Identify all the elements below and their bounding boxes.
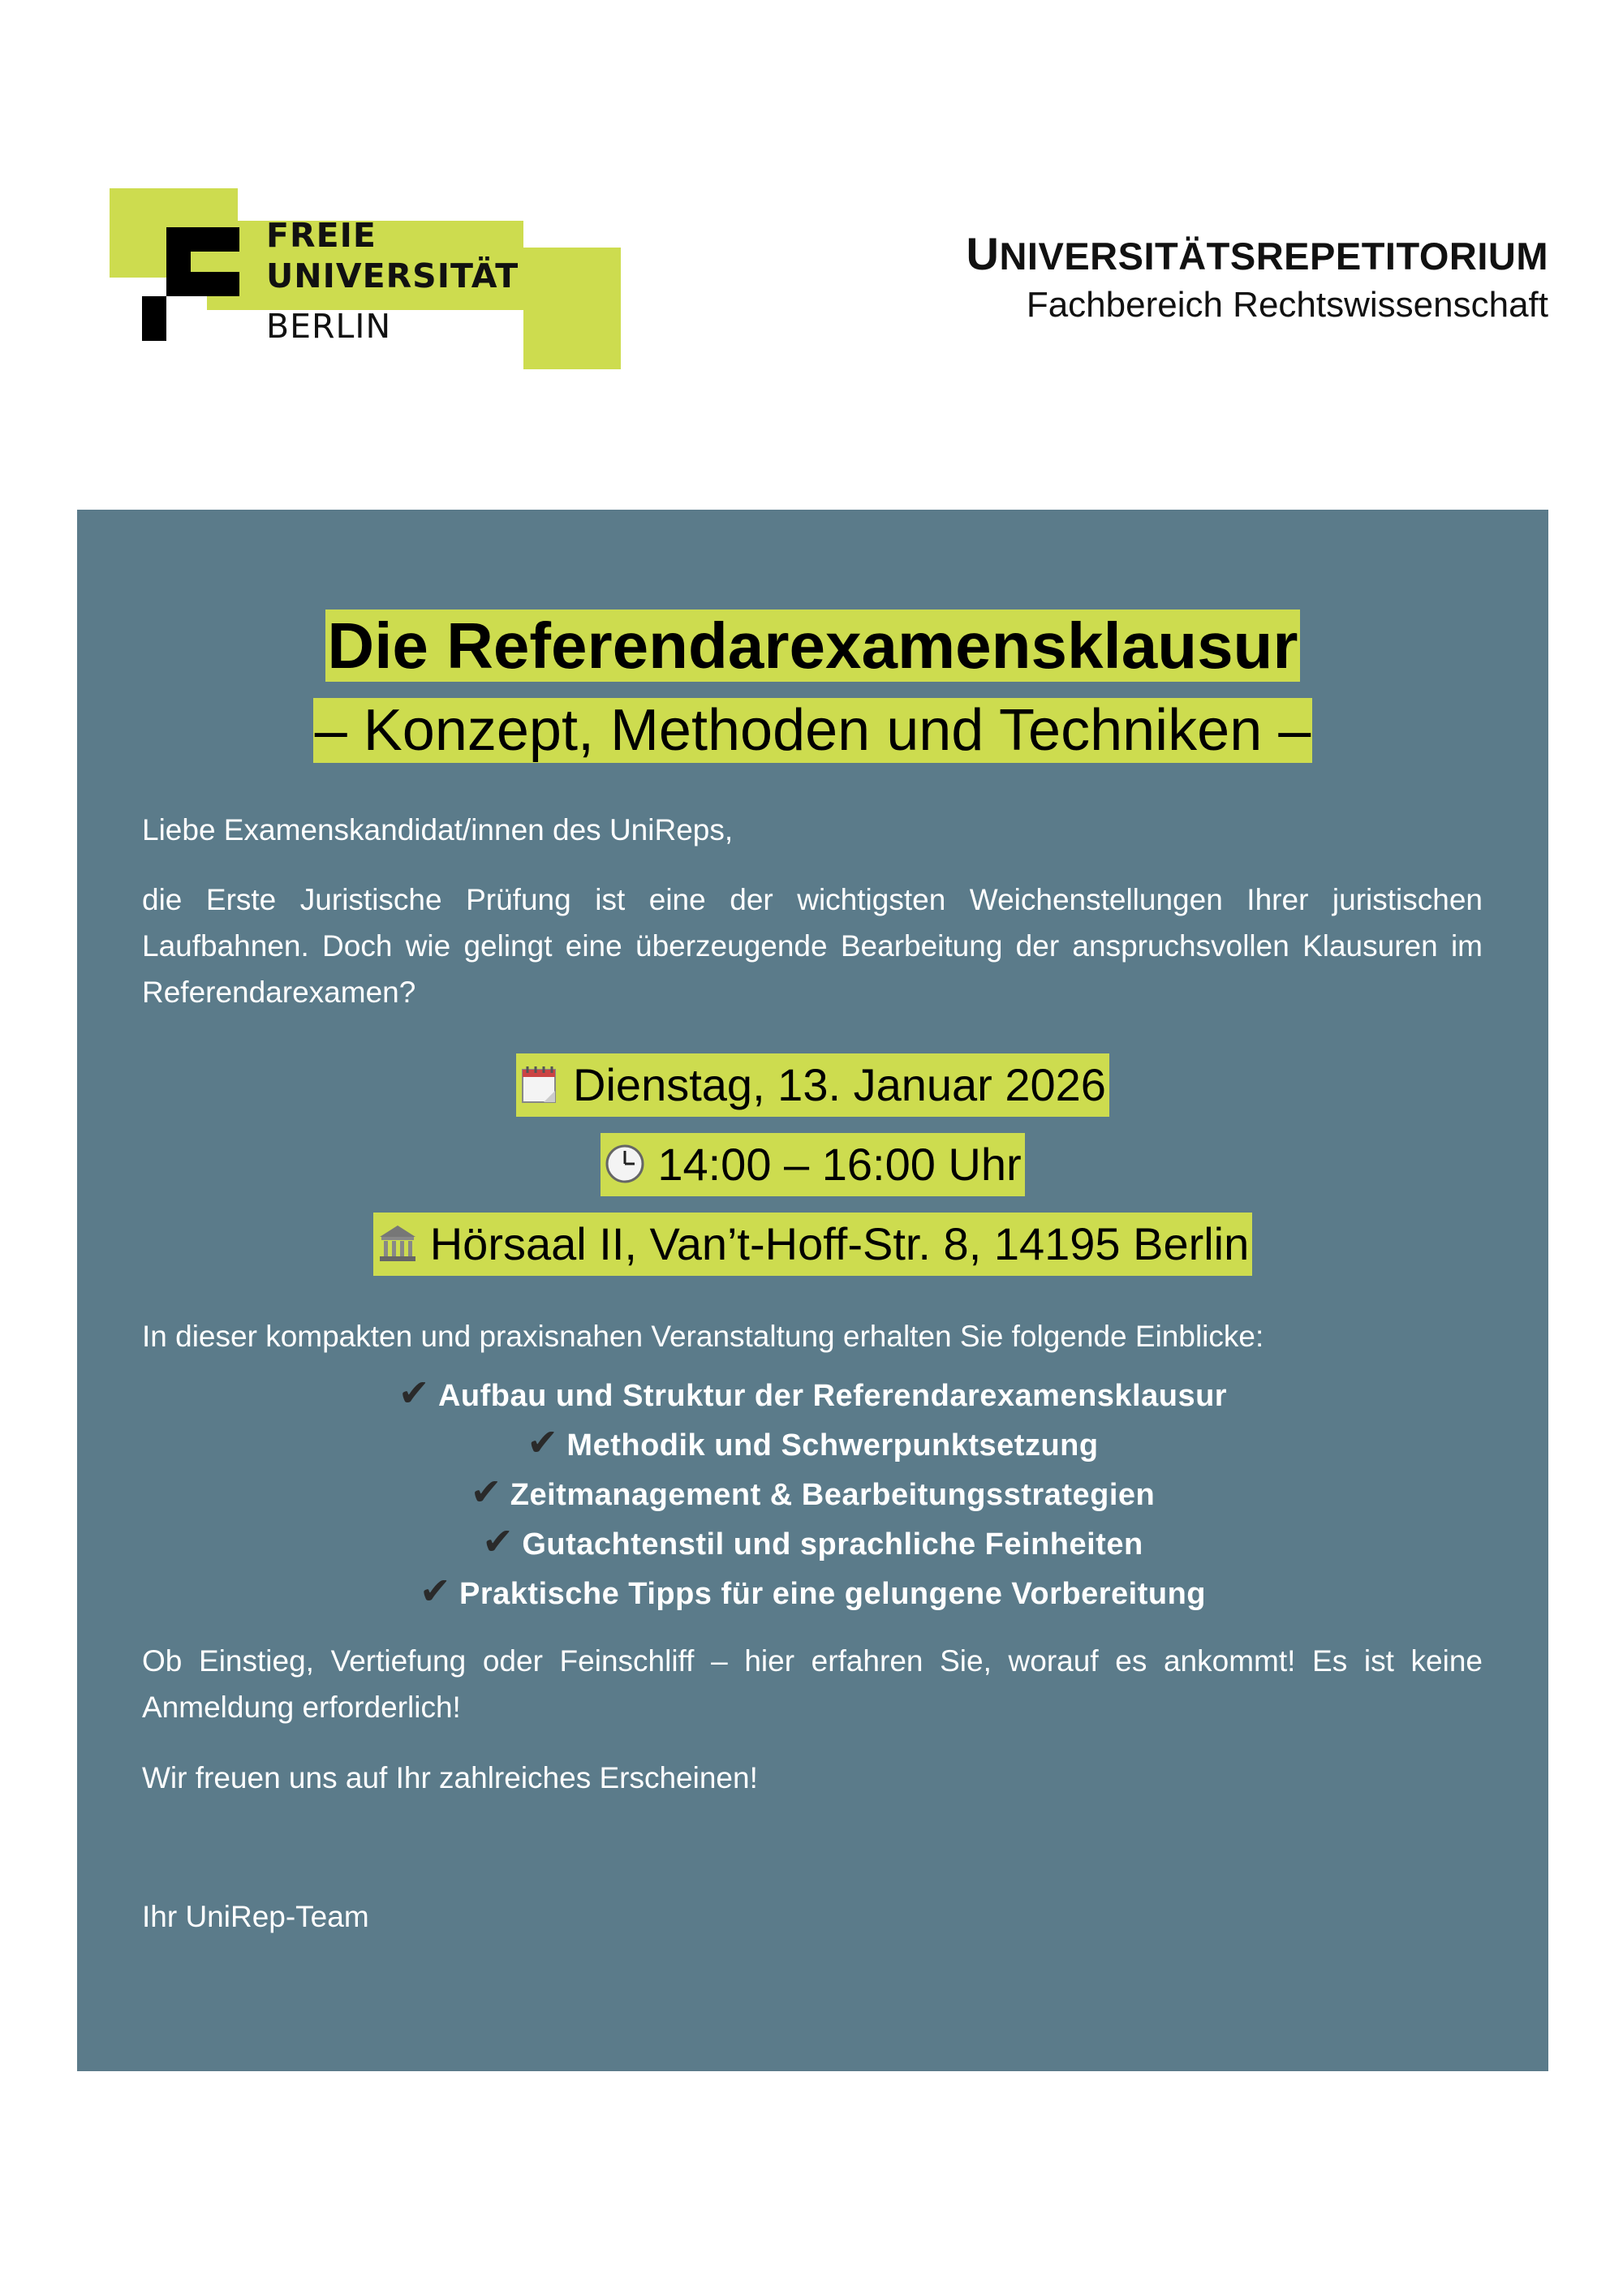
list-item xyxy=(77,1370,1548,1419)
topic-text: Methodik und Schwerpunktsetzung xyxy=(566,1428,1099,1462)
institution-title-initial: U xyxy=(966,228,1000,279)
list-item xyxy=(77,1518,1548,1568)
event-panel xyxy=(77,510,1548,2071)
greeting: Liebe Examenskandidat/innen des UniReps, xyxy=(142,813,734,846)
event-date xyxy=(77,1053,1548,1117)
checkmark-icon: ✔ xyxy=(398,1372,430,1414)
checkmark-icon: ✔ xyxy=(419,1570,452,1612)
event-date-highlight xyxy=(516,1053,1109,1117)
signature: Ihr UniRep-Team xyxy=(142,1900,369,1933)
logo-text-line2: UNIVERSITÄT xyxy=(266,256,519,295)
institution-title-rest: NIVERSITÄTSREPETITORIUM xyxy=(999,235,1548,278)
institution-block xyxy=(818,227,1548,325)
event-date-text: Dienstag, 13. Januar 2026 xyxy=(573,1059,1106,1110)
intro-paragraph: die Erste Juristische Prüfung ist eine der wichtigsten Weichenstellungen Ihrer juristischen Laufbahnen. Doch wie gelingt eine überzeugende Bearbeitung der anspruchsvollen Klausuren im Referendarexamen? xyxy=(142,883,1483,1009)
logo-pixel-3 xyxy=(191,272,239,296)
event-location xyxy=(77,1213,1548,1276)
topic-text: Gutachtenstil und sprachliche Feinheiten xyxy=(522,1527,1143,1562)
event-subtitle xyxy=(77,696,1548,765)
checkmark-icon: ✔ xyxy=(527,1421,559,1463)
closing-paragraph: Ob Einstieg, Vertiefung oder Feinschliff – hier erfahren Sie, worauf es ankommt! Es ist keine Anmeldung erforderlich! xyxy=(142,1644,1483,1724)
calendar-icon xyxy=(519,1063,562,1105)
event-time xyxy=(77,1133,1548,1196)
event-time-highlight xyxy=(601,1133,1024,1196)
event-time-text: 14:00 – 16:00 Uhr xyxy=(657,1139,1022,1190)
logo-pixel-4 xyxy=(142,296,166,341)
topic-text: Aufbau und Struktur der Referendarexamensklausur xyxy=(437,1379,1228,1413)
building-icon xyxy=(377,1222,419,1264)
checkmark-icon: ✔ xyxy=(482,1520,514,1562)
logo-block-right-top xyxy=(438,221,523,253)
event-title-text: Die Referendarexamensklausur xyxy=(327,610,1298,682)
checkmark-icon: ✔ xyxy=(470,1471,502,1513)
clock-icon xyxy=(604,1143,646,1185)
logo-text-line1: FREIE xyxy=(266,216,377,255)
event-title xyxy=(77,607,1548,685)
topic-list xyxy=(77,1370,1548,1618)
topic-text: Praktische Tipps für eine gelungene Vorbereitung xyxy=(459,1577,1207,1611)
institution-title xyxy=(818,227,1548,280)
list-item xyxy=(77,1568,1548,1618)
logo-block-right xyxy=(523,248,621,369)
event-location-text: Hörsaal II, Van’t-Hoff-Str. 8, 14195 Berlin xyxy=(429,1218,1250,1269)
logo-text-line3: BERLIN xyxy=(266,307,392,346)
topic-text: Zeitmanagement & Bearbeitungsstrategien xyxy=(510,1478,1156,1512)
logo-pixel-2 xyxy=(166,227,191,296)
closing-wish: Wir freuen uns auf Ihr zahlreiches Erscheinen! xyxy=(142,1761,758,1794)
event-location-highlight xyxy=(373,1213,1253,1276)
institution-subtitle: Fachbereich Rechtswissenschaft xyxy=(1026,285,1548,325)
list-item xyxy=(77,1419,1548,1469)
lead-text: In dieser kompakten und praxisnahen Veranstaltung erhalten Sie folgende Einblicke: xyxy=(142,1320,1264,1353)
event-subtitle-text: – Konzept, Methoden und Techniken – xyxy=(314,698,1311,763)
list-item xyxy=(77,1469,1548,1518)
